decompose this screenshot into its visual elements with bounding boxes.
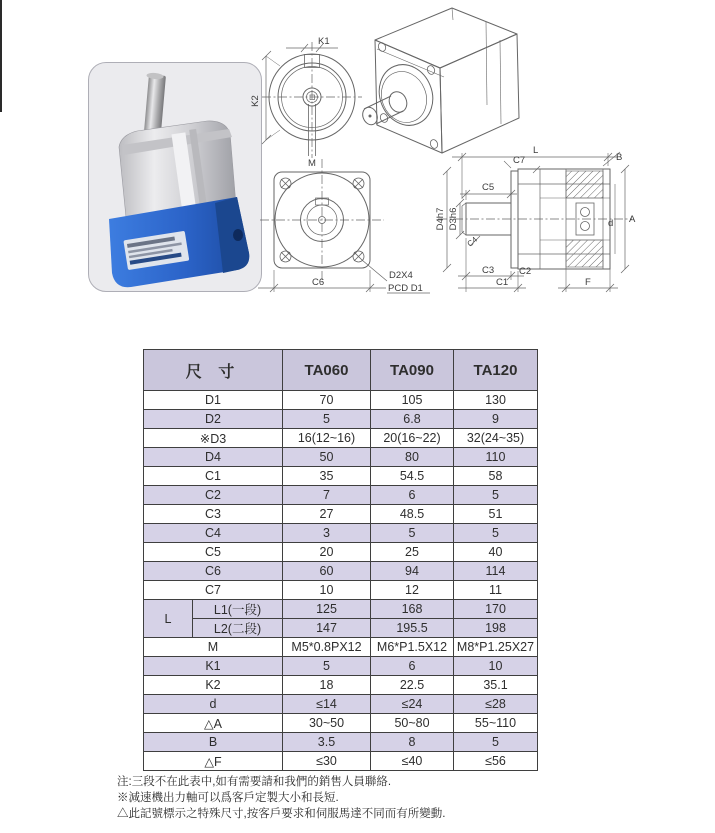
- footnotes: [117, 774, 445, 822]
- table-cell: 35: [283, 467, 371, 486]
- table-cell: M6*P1.5X12: [371, 638, 454, 657]
- table-row: [144, 543, 538, 562]
- table-row-label: M: [144, 638, 283, 657]
- table-cell: 80: [371, 448, 454, 467]
- table-cell: 6: [371, 486, 454, 505]
- table-cell: 130: [454, 391, 538, 410]
- label-m: M: [308, 158, 316, 169]
- table-row: [144, 410, 538, 429]
- label-f: F: [585, 277, 591, 288]
- table-cell: 10: [283, 581, 371, 600]
- table-cell: 22.5: [371, 676, 454, 695]
- footnote-line: 注:三段不在此表中,如有需要請和我們的銷售人員聯絡.: [117, 776, 392, 788]
- table-row-label: B: [144, 733, 283, 752]
- table-row: [144, 657, 538, 676]
- table-cell: 125: [283, 600, 371, 619]
- label-c7: C7: [513, 155, 526, 166]
- table-cell: 5: [454, 486, 538, 505]
- table-row: [144, 448, 538, 467]
- table-cell: 20: [283, 543, 371, 562]
- table-cell: 7: [283, 486, 371, 505]
- table-row: [144, 619, 538, 638]
- table-cell: 170: [454, 600, 538, 619]
- header-ta120: TA120: [454, 350, 538, 391]
- table-cell: 32(24~35): [454, 429, 538, 448]
- dimension-table-body: [144, 391, 538, 771]
- table-cell: 11: [454, 581, 538, 600]
- table-row: [144, 505, 538, 524]
- dimension-table: [143, 349, 538, 771]
- label-d2x4: D2X4: [389, 270, 413, 281]
- label-l: L: [533, 145, 539, 156]
- table-cell: 5: [283, 410, 371, 429]
- table-cell: 3: [283, 524, 371, 543]
- table-row-label: D1: [144, 391, 283, 410]
- table-row-label: C7: [144, 581, 283, 600]
- header-dimension: 尺 寸: [144, 350, 283, 391]
- table-cell: ≤30: [283, 752, 371, 771]
- table-row-label: K1: [144, 657, 283, 676]
- table-row-label: C2: [144, 486, 283, 505]
- table-cell: 3.5: [283, 733, 371, 752]
- table-row: [144, 638, 538, 657]
- table-cell: 50: [283, 448, 371, 467]
- label-c6: C6: [312, 277, 325, 288]
- table-cell: 147: [283, 619, 371, 638]
- label-c2: C2: [519, 266, 532, 277]
- table-row-label: △A: [144, 714, 283, 733]
- section-view: [438, 152, 632, 292]
- label-c1: C1: [496, 277, 509, 288]
- table-cell: 51: [454, 505, 538, 524]
- table-cell: 25: [371, 543, 454, 562]
- label-d4h7: D4h7: [435, 207, 446, 231]
- label-a: A: [629, 214, 636, 225]
- header-ta090: TA090: [371, 350, 454, 391]
- table-cell: M8*P1.25X27: [454, 638, 538, 657]
- table-cell: 12: [371, 581, 454, 600]
- table-row: [144, 467, 538, 486]
- table-cell: 195.5: [371, 619, 454, 638]
- table-cell: 16(12~16): [283, 429, 371, 448]
- table-row: [144, 562, 538, 581]
- table-row-label: C4: [144, 524, 283, 543]
- label-d3h6: D3h6: [448, 207, 459, 231]
- table-header-row: [144, 350, 538, 391]
- table-cell: 70: [283, 391, 371, 410]
- table-row-label: △F: [144, 752, 283, 771]
- table-row-label: D4: [144, 448, 283, 467]
- table-cell: ≤40: [371, 752, 454, 771]
- footnote-line: ※減速機出力軸可以爲客戶定製大小和長短.: [117, 792, 339, 804]
- table-cell: 35.1: [454, 676, 538, 695]
- table-cell: 10: [454, 657, 538, 676]
- label-pcd-d1: PCD D1: [388, 283, 423, 294]
- table-cell: 8: [371, 733, 454, 752]
- table-group-label: L: [144, 600, 193, 638]
- table-row-label: L1(一段): [193, 600, 283, 619]
- table-cell: 5: [454, 733, 538, 752]
- label-d: d: [608, 218, 614, 229]
- label-c4: C4: [465, 235, 480, 249]
- table-cell: 30~50: [283, 714, 371, 733]
- table-cell: 18: [283, 676, 371, 695]
- table-cell: 27: [283, 505, 371, 524]
- isometric-view: [360, 8, 519, 153]
- table-row-label: K2: [144, 676, 283, 695]
- table-row: [144, 524, 538, 543]
- table-cell: 6.8: [371, 410, 454, 429]
- table-row: [144, 733, 538, 752]
- table-row: [144, 695, 538, 714]
- table-cell: ≤56: [454, 752, 538, 771]
- table-row-label: C6: [144, 562, 283, 581]
- header-ta060: TA060: [283, 350, 371, 391]
- table-cell: 9: [454, 410, 538, 429]
- label-c3: C3: [482, 265, 495, 276]
- table-cell: 55~110: [454, 714, 538, 733]
- table-cell: 168: [371, 600, 454, 619]
- table-cell: 6: [371, 657, 454, 676]
- table-cell: 40: [454, 543, 538, 562]
- shaft-end-view: [262, 42, 362, 158]
- table-cell: 94: [371, 562, 454, 581]
- table-cell: 5: [283, 657, 371, 676]
- table-cell: 198: [454, 619, 538, 638]
- footnote-line: △此記號標示之特殊尺寸,按客戶要求和伺服馬達不同而有所變動.: [117, 808, 446, 820]
- label-k1: K1: [318, 36, 330, 47]
- table-row: [144, 714, 538, 733]
- table-cell: 48.5: [371, 505, 454, 524]
- table-cell: 54.5: [371, 467, 454, 486]
- table-cell: 5: [454, 524, 538, 543]
- table-row-label: C1: [144, 467, 283, 486]
- table-row-label: C3: [144, 505, 283, 524]
- table-row: [144, 676, 538, 695]
- table-row-label: D2: [144, 410, 283, 429]
- table-row: [144, 486, 538, 505]
- table-cell: 20(16~22): [371, 429, 454, 448]
- table-cell: 58: [454, 467, 538, 486]
- table-cell: ≤28: [454, 695, 538, 714]
- table-row-label: C5: [144, 543, 283, 562]
- table-row: [144, 600, 538, 619]
- table-row-label: L2(二段): [193, 619, 283, 638]
- table-row: [144, 429, 538, 448]
- table-cell: M5*0.8PX12: [283, 638, 371, 657]
- table-row-label: ※D3: [144, 429, 283, 448]
- table-cell: ≤14: [283, 695, 371, 714]
- table-row: [144, 391, 538, 410]
- table-row-label: d: [144, 695, 283, 714]
- table-row: [144, 581, 538, 600]
- table-cell: 60: [283, 562, 371, 581]
- table-cell: 5: [371, 524, 454, 543]
- label-k2: K2: [250, 95, 261, 107]
- label-c5: C5: [482, 182, 495, 193]
- table-cell: 50~80: [371, 714, 454, 733]
- table-cell: 110: [454, 448, 538, 467]
- technical-drawings: [0, 0, 715, 345]
- table-cell: 105: [371, 391, 454, 410]
- table-cell: 114: [454, 562, 538, 581]
- table-cell: ≤24: [371, 695, 454, 714]
- table-row: [144, 752, 538, 771]
- label-b: B: [616, 152, 623, 163]
